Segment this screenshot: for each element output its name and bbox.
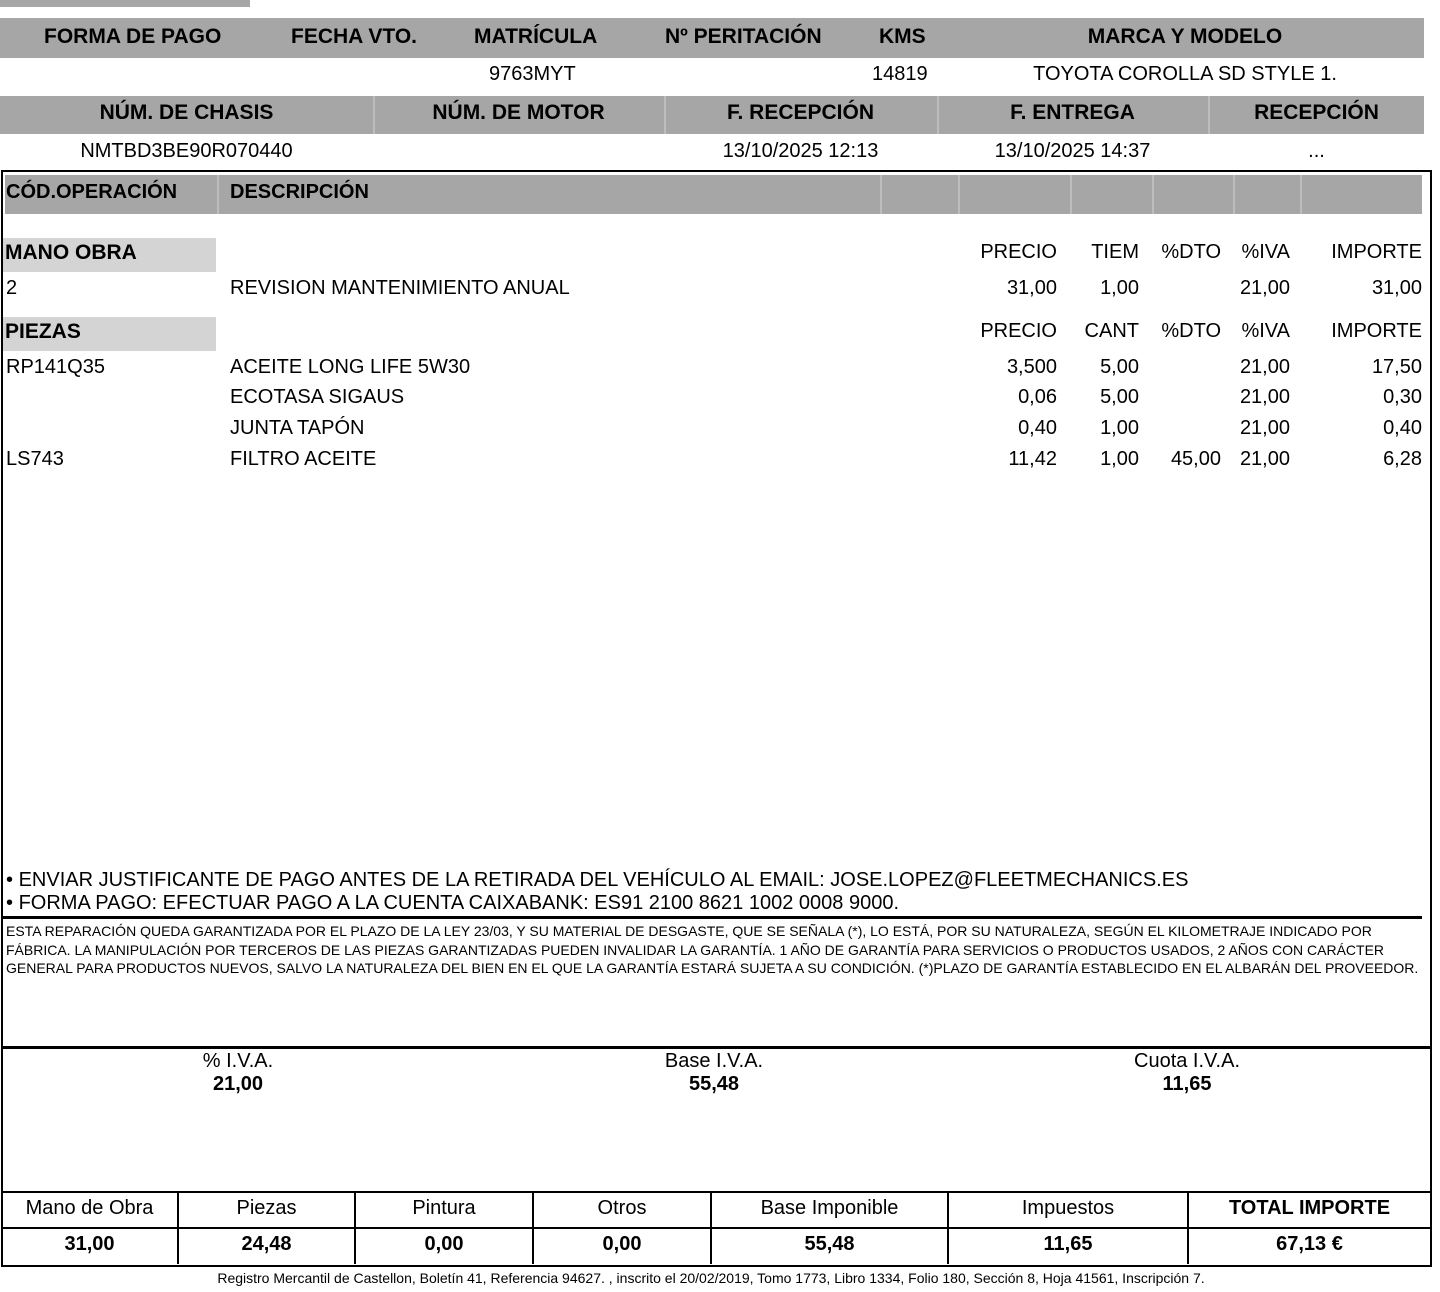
total-pintura	[356, 1192, 534, 1264]
total-value: 67,13 €	[1276, 1233, 1343, 1255]
note-payment-text: FORMA PAGO: EFECTUAR PAGO A LA CUENTA CAIXABANK: ES91 2100 8621 1002 0008 9000.	[18, 892, 899, 914]
item-qty: 1,00	[1100, 417, 1139, 439]
label-motor: NÚM. DE MOTOR	[432, 101, 605, 124]
total-label: TOTAL IMPORTE	[1228, 1197, 1391, 1219]
notes-divider	[2, 916, 1422, 919]
item-importe: 0,40	[1383, 417, 1422, 439]
top-tab	[0, 0, 250, 7]
total-value: 0,00	[602, 1233, 642, 1255]
iva-base-value: 55,48	[688, 1073, 740, 1095]
iva-base-label: Base I.V.A.	[664, 1050, 764, 1072]
item-iva: 21,00	[1239, 277, 1290, 299]
item-description: ACEITE LONG LIFE 5W30	[230, 356, 471, 378]
item-description: FILTRO ACEITE	[230, 448, 377, 470]
label-f-entrega: F. ENTREGA	[1010, 101, 1135, 124]
item-precio: 3,500	[1006, 356, 1057, 378]
value-marca-modelo: TOYOTA COROLLA SD STYLE 1.	[1033, 63, 1337, 85]
item-precio: 31,00	[1006, 277, 1057, 299]
note-email	[6, 869, 1188, 892]
section-mano-obra: MANO OBRA	[3, 238, 216, 272]
total-otros	[534, 1192, 712, 1264]
label-recepcion: RECEPCIÓN	[1254, 101, 1379, 124]
bullet-icon: •	[6, 869, 14, 891]
note-email-text: ENVIAR JUSTIFICANTE DE PAGO ANTES DE LA RETIRADA DEL VEHÍCULO AL EMAIL: JOSE.LOPEZ@FLEETMECHANICS.ES	[18, 869, 1189, 891]
item-description: REVISION MANTENIMIENTO ANUAL	[230, 277, 570, 299]
total-mano-obra	[2, 1192, 179, 1264]
iva-cuota-label: Cuota I.V.A.	[1134, 1050, 1240, 1072]
item-description: ECOTASA SIGAUS	[230, 386, 405, 408]
total-impuestos	[949, 1192, 1189, 1264]
value-matricula: 9763MYT	[489, 63, 576, 85]
col-iva: %IVA	[1241, 320, 1290, 342]
value-recepcion: ...	[1308, 140, 1325, 162]
table-header-separator	[1233, 175, 1235, 214]
iva-pct-label: % I.V.A.	[202, 1050, 274, 1072]
item-importe: 6,28	[1383, 448, 1422, 470]
total-value: 11,65	[1043, 1233, 1093, 1255]
col-iva: %IVA	[1241, 241, 1290, 263]
table-header-separator	[217, 175, 219, 214]
item-code: 2	[6, 277, 18, 299]
item-iva: 21,00	[1239, 448, 1290, 470]
total-label: Piezas	[236, 1197, 297, 1219]
warranty-text: ESTA REPARACIÓN QUEDA GARANTIZADA POR EL PLAZO DE LA LEY 23/03, Y SU MATERIAL DE DESGASTE, QUE SE SEÑALA (*), LO ESTÁ, POR SU NATURALEZA, SEGÚN EL KILOMETRAJE INDICADO POR FÁBRICA. LA MANIPULACIÓN POR TERCEROS DE LAS PIEZAS GARANTIZADAS PUEDEN INVALIDAR LA GARANTÍA. 1 AÑO DE GARANTÍA PARA SERVICIOS O PRODUCTOS USADOS, 2 AÑOS CON CARÁCTER GENERAL PARA PRODUCTOS NUEVOS, SALVO LA NATURALEZA DEL BIEN EN EL QUE LA GARANTÍA ESTARÁ SUJETA A SU CONDICIÓN. (*)PLAZO DE GARANTÍA ESTABLECIDO EN EL ALBARÁN DEL PROVEEDOR.	[6, 923, 1419, 976]
table-header-separator	[958, 175, 960, 214]
label-peritacion: Nº PERITACIÓN	[665, 25, 822, 48]
item-precio: 0,06	[1018, 386, 1057, 408]
label-marca-modelo: MARCA Y MODELO	[1087, 25, 1283, 48]
col-descripcion: DESCRIPCIÓN	[230, 181, 369, 203]
label-chasis: NÚM. DE CHASIS	[99, 101, 274, 124]
item-code: LS743	[6, 448, 64, 470]
item-iva: 21,00	[1239, 386, 1290, 408]
label-kms: KMS	[879, 25, 926, 48]
value-chasis: NMTBD3BE90R070440	[80, 140, 293, 162]
section-piezas: PIEZAS	[3, 317, 216, 351]
item-importe: 0,30	[1383, 386, 1422, 408]
label-matricula: MATRÍCULA	[474, 25, 598, 48]
value-f-recepcion: 13/10/2025 12:13	[722, 140, 879, 162]
item-precio: 11,42	[1008, 448, 1057, 470]
item-qty: 5,00	[1100, 356, 1139, 378]
item-qty: 1,00	[1100, 448, 1139, 470]
total-label: Base Imponible	[760, 1197, 899, 1219]
total-value: 24,48	[241, 1233, 292, 1255]
registry-footer: Registro Mercantil de Castellon, Boletín 41, Referencia 94627. , inscrito el 20/02/2019, Tomo 1773, Libro 1334, Folio 180, Sección 8, Hoja 41561, Inscripción 7.	[217, 1270, 1205, 1286]
col-importe: IMPORTE	[1331, 320, 1422, 342]
total-piezas	[179, 1192, 356, 1264]
item-precio: 0,40	[1018, 417, 1057, 439]
total-label: Mano de Obra	[25, 1197, 154, 1219]
table-header-separator	[1152, 175, 1154, 214]
table-header-separator	[880, 175, 882, 214]
total-label: Otros	[597, 1197, 647, 1219]
item-qty: 5,00	[1100, 386, 1139, 408]
bullet-icon: •	[6, 892, 14, 914]
total-value: 31,00	[64, 1233, 115, 1255]
col-dto: %DTO	[1161, 320, 1221, 342]
col-importe: IMPORTE	[1331, 241, 1422, 263]
item-importe: 31,00	[1371, 277, 1422, 299]
iva-divider	[2, 1046, 1430, 1049]
iva-pct-value: 21,00	[212, 1073, 264, 1095]
item-description: JUNTA TAPÓN	[230, 417, 365, 439]
iva-cuota-value: 11,65	[1162, 1073, 1212, 1095]
col-cant: CANT	[1084, 320, 1139, 342]
item-iva: 21,00	[1239, 356, 1290, 378]
table-header-separator	[1300, 175, 1302, 214]
col-precio: PRECIO	[980, 320, 1057, 342]
label-fecha-vto: FECHA VTO.	[291, 25, 418, 48]
total-label: Impuestos	[1021, 1197, 1115, 1219]
table-header-separator	[1070, 175, 1072, 214]
total-value: 0,00	[424, 1233, 464, 1255]
note-payment	[6, 892, 899, 915]
total-value: 55,48	[804, 1233, 855, 1255]
item-importe: 17,50	[1371, 356, 1422, 378]
col-cod-operacion: CÓD.OPERACIÓN	[6, 181, 178, 203]
item-code: RP141Q35	[6, 356, 105, 378]
value-f-entrega: 13/10/2025 14:37	[994, 140, 1151, 162]
col-tiem: TIEM	[1091, 241, 1139, 263]
col-dto: %DTO	[1161, 241, 1221, 263]
total-importe	[1189, 1192, 1430, 1264]
label-f-recepcion: F. RECEPCIÓN	[726, 101, 875, 124]
item-dto: 45,00	[1170, 448, 1221, 470]
label-forma-pago: FORMA DE PAGO	[44, 25, 222, 48]
value-kms: 14819	[872, 63, 928, 85]
total-label: Pintura	[412, 1197, 476, 1219]
item-qty: 1,00	[1100, 277, 1139, 299]
item-iva: 21,00	[1239, 417, 1290, 439]
total-base-imponible	[712, 1192, 949, 1264]
col-precio: PRECIO	[980, 241, 1057, 263]
